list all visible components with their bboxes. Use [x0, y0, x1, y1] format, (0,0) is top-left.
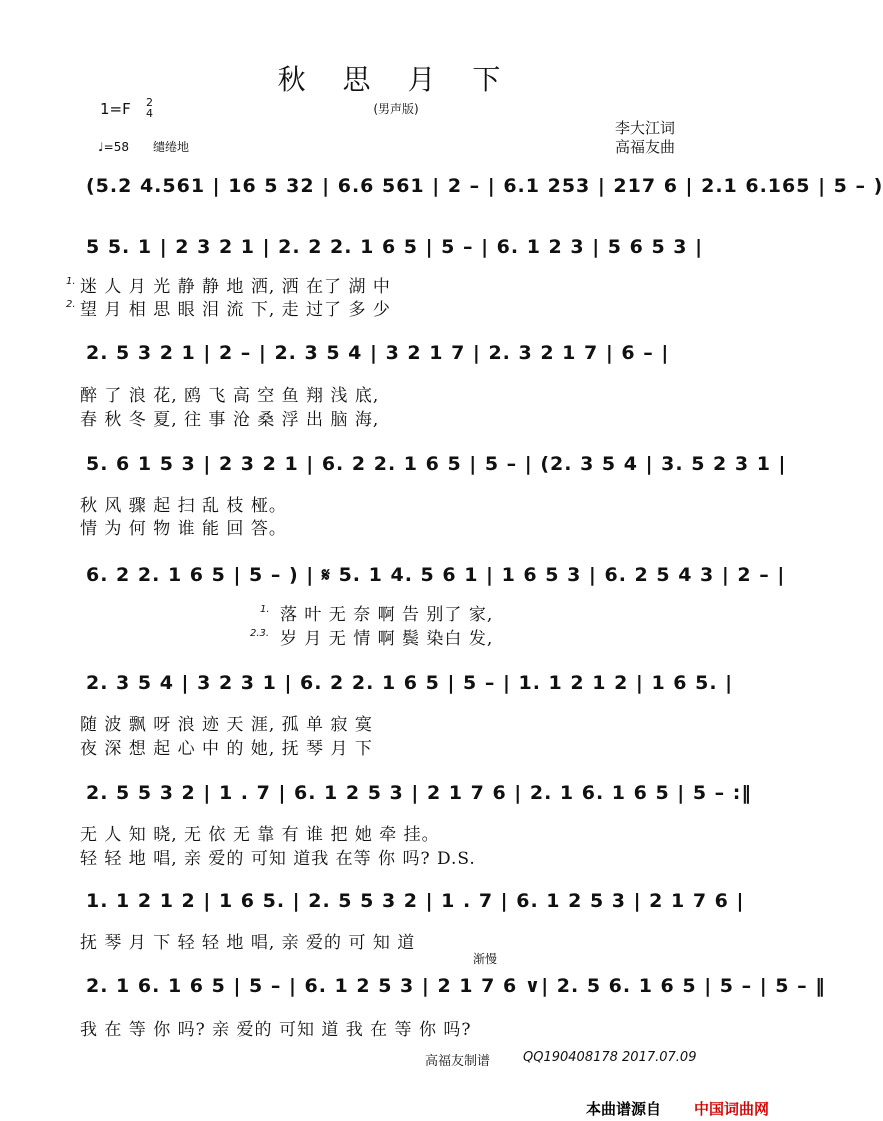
meter-top: 2 — [146, 96, 153, 109]
score-maker: 高福友制谱 — [425, 1054, 491, 1069]
meter-bottom: 4 — [146, 107, 153, 120]
lyric-line: 落 叶 无 奈 啊 告 别了 家, — [280, 605, 494, 625]
system-notes: 2. 3 5 4 | 3 2 3 1 | 6. 2 2. 1 6 5 | 5 – | 1. 1 2 1 2 | 1 6 5. | — [86, 672, 734, 694]
system-notes: 2. 1 6. 1 6 5 | 5 – | 6. 1 2 5 3 | 2 1 7 6 ∨| 2. 5 6. 1 6 5 | 5 – | 5 – ‖ — [86, 975, 826, 997]
system-notes: 5. 6 1 5 3 | 2 3 2 1 | 6. 2 2. 1 6 5 | 5 – | (2. 3 5 4 | 3. 5 2 3 1 | — [86, 453, 787, 475]
system-notes: 2. 5 5 3 2 | 1 . 7 | 6. 1 2 5 3 | 2 1 7 6 | 2. 1 6. 1 6 5 | 5 – :‖ — [86, 782, 752, 804]
version-subtitle: (男声版) — [373, 102, 419, 116]
tempo-marking: ♩=58 缱绻地 — [98, 140, 189, 154]
time-signature — [146, 97, 153, 119]
lyric-line: 无 人 知 晓, 无 依 无 靠 有 谁 把 她 牵 挂。 — [80, 825, 440, 845]
composer-credit: 高福友曲 — [615, 138, 676, 156]
lyric-line: 春 秋 冬 夏, 往 事 沧 桑 浮 出 脑 海, — [80, 410, 380, 430]
system-notes: (5.2 4.561 | 16 5 32 | 6.6 561 | 2 – | 6.1 253 | 217 6 | 2.1 6.165 | 5 – ) — [86, 175, 883, 197]
system-notes: 2. 5 3 2 1 | 2 – | 2. 3 5 4 | 3 2 1 7 | 2. 3 2 1 7 | 6 – | — [86, 342, 670, 364]
lyric-line: 我 在 等 你 吗? 亲 爱的 可知 道 我 在 等 你 吗? — [80, 1020, 472, 1040]
lyric-line: 岁 月 无 情 啊 鬓 染白 发, — [280, 629, 494, 649]
system-notes: 6. 2 2. 1 6 5 | 5 – ) | 𝄋 5. 1 4. 5 6 1 | 1 6 5 3 | 6. 2 5 4 3 | 2 – | — [86, 564, 786, 586]
verse-number: 1. — [260, 604, 270, 615]
system-notes: 5 5. 1 | 2 3 2 1 | 2. 2 2. 1 6 5 | 5 – | 6. 1 2 3 | 5 6 5 3 | — [86, 236, 704, 258]
key-signature: 1=F — [100, 100, 131, 118]
verse-number: 1. — [66, 276, 76, 287]
lyric-line: 情 为 何 物 谁 能 回 答。 — [80, 519, 287, 539]
lyric-line: 轻 轻 地 唱, 亲 爱的 可知 道我 在等 你 吗? D.S. — [80, 849, 476, 869]
verse-number: 2. — [66, 299, 76, 310]
source-site-link[interactable]: 中国词曲网 — [694, 1100, 770, 1118]
lyric-line: 醉 了 浪 花, 鸥 飞 高 空 鱼 翔 浅 底, — [80, 386, 380, 406]
score-id-date: QQ190408178 2017.07.09 — [523, 1050, 697, 1065]
source-label: 本曲谱源自 — [586, 1100, 662, 1118]
verse-number: 2.3. — [250, 628, 270, 639]
lyric-line: 秋 风 骤 起 扫 乱 枝 桠。 — [80, 496, 287, 516]
system-notes: 1. 1 2 1 2 | 1 6 5. | 2. 5 5 3 2 | 1 . 7 | 6. 1 2 5 3 | 2 1 7 6 | — [86, 890, 745, 912]
song-title: 秋 思 月 下 — [277, 63, 515, 96]
lyric-line: 迷 人 月 光 静 静 地 洒, 洒 在了 湖 中 — [80, 277, 391, 297]
lyricist-credit: 李大江词 — [615, 119, 676, 137]
lyric-line: 望 月 相 思 眼 泪 流 下, 走 过了 多 少 — [80, 300, 391, 320]
lyric-line: 抚 琴 月 下 轻 轻 地 唱, 亲 爱的 可 知 道 — [80, 933, 416, 953]
ritardando-mark: 渐慢 — [473, 952, 498, 966]
lyric-line: 随 波 飘 呀 浪 迹 天 涯, 孤 单 寂 寞 — [80, 715, 373, 735]
lyric-line: 夜 深 想 起 心 中 的 她, 抚 琴 月 下 — [80, 739, 373, 759]
